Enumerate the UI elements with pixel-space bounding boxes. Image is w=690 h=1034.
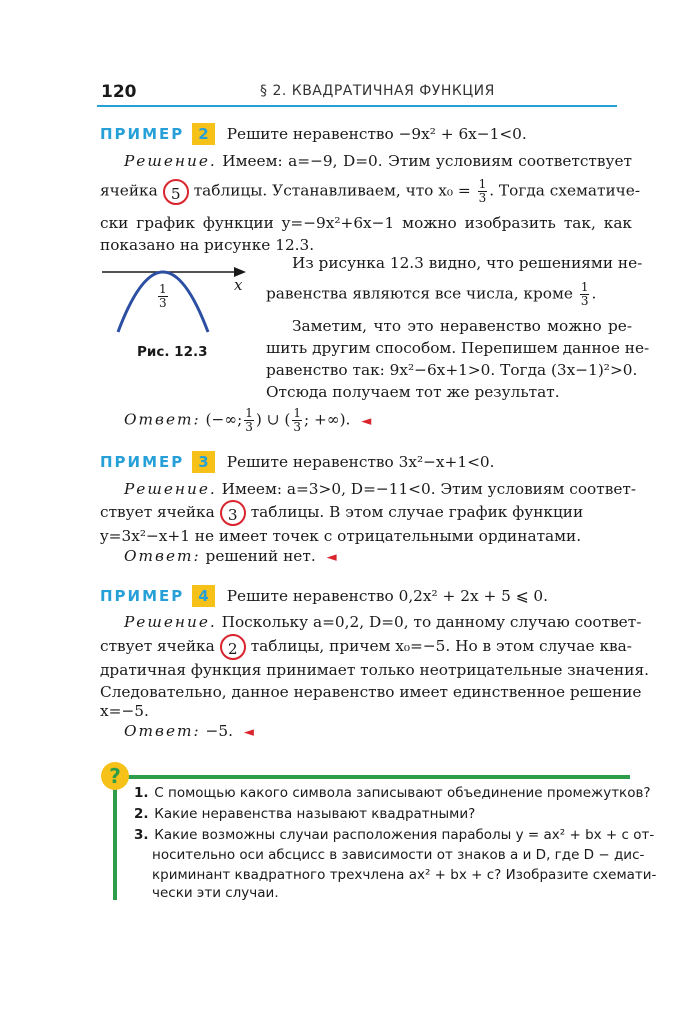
example-3-heading <box>100 451 632 473</box>
numerator: 1 <box>245 406 253 420</box>
example-4-heading <box>100 585 632 607</box>
example-word: ПРИМЕР <box>100 453 185 471</box>
question-number: 3. <box>134 827 149 843</box>
solution-label: Решение. <box>124 613 217 631</box>
ex4-solution-line-5: x=−5. <box>100 702 149 720</box>
question-3-line-2: носительно оси абсцисс в зависимости от знаков a и D, где D − дис- <box>152 847 645 863</box>
text: Заметим, что это неравенство можно ре- <box>292 317 632 335</box>
denominator: 3 <box>580 294 589 308</box>
table-cell-circle: 2 <box>220 634 246 660</box>
text: Имеем: a=−9, D=0. Этим условиям соответствует <box>222 152 632 170</box>
denominator: 3 <box>159 296 167 310</box>
text: ячейка <box>100 181 158 200</box>
question-1 <box>134 784 651 803</box>
ex3-solution-line-3: y=3x²−x+1 не имеет точек с отрицательными ординатами. <box>100 527 582 545</box>
ex2-answer <box>100 407 632 434</box>
table-cell-circle: 5 <box>163 179 189 205</box>
example-2-heading <box>100 123 632 145</box>
example-number: 4 <box>192 585 214 607</box>
question-text: Какие возможны случаи расположения параболы y = ax² + bx + c от- <box>154 827 655 843</box>
question-icon: ? <box>101 762 129 790</box>
text: (−∞; <box>205 410 243 429</box>
ex2-right-line-6: Отсюда получаем тот же результат. <box>266 383 560 401</box>
numerator: 1 <box>580 280 589 294</box>
end-marker: ◄ <box>326 550 337 565</box>
example-word: ПРИМЕР <box>100 587 185 605</box>
text: таблицы. В этом случае график функции <box>250 503 584 521</box>
ex4-solution-line-1 <box>100 611 642 633</box>
ex4-solution-line-3: дратичная функция принимает только неотрицательные значения. <box>100 661 649 679</box>
question-3-line-3: криминант квадратного трехчлена ax² + bx + c? Изобразите схемати- <box>152 867 657 883</box>
question-2 <box>134 805 475 824</box>
ex2-right-line-4: шить другим способом. Перепишем данное не- <box>266 339 650 357</box>
end-marker: ◄ <box>243 725 254 740</box>
figure-tick-fraction <box>158 283 168 310</box>
table-cell-circle: 3 <box>220 500 246 526</box>
questions-left-bar <box>113 775 117 900</box>
running-head: § 2. КВАДРАТИЧНАЯ ФУНКЦИЯ <box>260 83 495 99</box>
denominator: 3 <box>245 420 253 434</box>
denominator: 3 <box>293 420 301 434</box>
example-statement: Решите неравенство 0,2x² + 2x + 5 ⩽ 0. <box>226 587 548 605</box>
page-number: 120 <box>101 82 137 102</box>
text: ; +∞). <box>304 410 351 429</box>
ex2-solution-line-2 <box>100 177 641 205</box>
numerator: 1 <box>159 282 167 296</box>
answer-label: Ответ: <box>124 722 201 740</box>
ex2-right-line-2 <box>266 281 632 308</box>
questions-top-bar <box>115 775 630 779</box>
ex4-answer <box>100 720 632 744</box>
example-word: ПРИМЕР <box>100 125 185 143</box>
question-3 <box>134 826 654 845</box>
ex2-right-line-3 <box>266 315 632 337</box>
ex4-solution-line-2 <box>100 634 632 660</box>
text: Поскольку a=0,2, D=0, то данному случаю соответ- <box>221 613 642 631</box>
header-rule <box>97 105 617 107</box>
numerator: 1 <box>293 406 301 420</box>
text: равенства являются все числа, кроме <box>266 284 573 303</box>
text: ствует ячейка <box>100 503 215 521</box>
question-text: Какие неравенства называют квадратными? <box>154 806 476 822</box>
ex3-solution-line-2 <box>100 500 632 526</box>
fraction <box>478 178 488 205</box>
text: −5. <box>205 722 233 740</box>
question-number: 2. <box>134 806 149 822</box>
ex2-solution-line-1 <box>100 150 632 172</box>
answer-label: Ответ: <box>124 547 201 565</box>
text: ) ∪ ( <box>255 410 291 429</box>
question-3-line-4: чески эти случаи. <box>152 885 279 901</box>
text: Имеем: a=3>0, D=−11<0. Этим условиям соответ- <box>221 480 637 498</box>
end-marker: ◄ <box>361 413 372 429</box>
fraction <box>580 281 590 308</box>
ex3-solution-line-1 <box>100 478 637 500</box>
figure-caption: Рис. 12.3 <box>137 344 208 360</box>
example-statement: Решите неравенство 3x²−x+1<0. <box>226 453 495 471</box>
example-statement: Решите неравенство −9x² + 6x−1<0. <box>226 125 527 143</box>
text: Из рисунка 12.3 видно, что решениями не- <box>292 254 643 272</box>
ex2-right-line-5: равенство так: 9x²−6x+1>0. Тогда (3x−1)²>0. <box>266 361 638 379</box>
text: таблицы. Устанавливаем, что x₀ = <box>193 181 471 200</box>
text: таблицы, причем x₀=−5. Но в этом случае ква- <box>250 637 632 655</box>
ex2-right-line-1 <box>266 252 643 274</box>
parabola-figure <box>100 262 260 342</box>
text: решений нет. <box>205 547 316 565</box>
ex4-solution-line-4: Следовательно, данное неравенство имеет единственное решение <box>100 683 642 701</box>
question-number: 1. <box>134 785 149 801</box>
solution-label: Решение. <box>124 152 217 170</box>
solution-label: Решение. <box>124 480 217 498</box>
numerator: 1 <box>478 177 487 191</box>
fraction <box>292 407 302 434</box>
example-number: 3 <box>192 451 214 473</box>
text: ствует ячейка <box>100 637 215 655</box>
ex2-solution-line-3: ски график функции y=−9x²+6x−1 можно изобразить так, как <box>100 214 632 232</box>
axis-label-x: x <box>234 276 243 294</box>
ex3-answer <box>100 545 632 569</box>
ex2-solution-line-4: показано на рисунке 12.3. <box>100 236 315 254</box>
example-number: 2 <box>192 123 214 145</box>
answer-label: Ответ: <box>124 410 201 429</box>
text: . <box>591 284 597 303</box>
question-text: С помощью какого символа записывают объединение промежутков? <box>154 785 651 801</box>
text: . Тогда схематиче- <box>489 181 641 200</box>
denominator: 3 <box>478 191 487 205</box>
fraction <box>244 407 254 434</box>
